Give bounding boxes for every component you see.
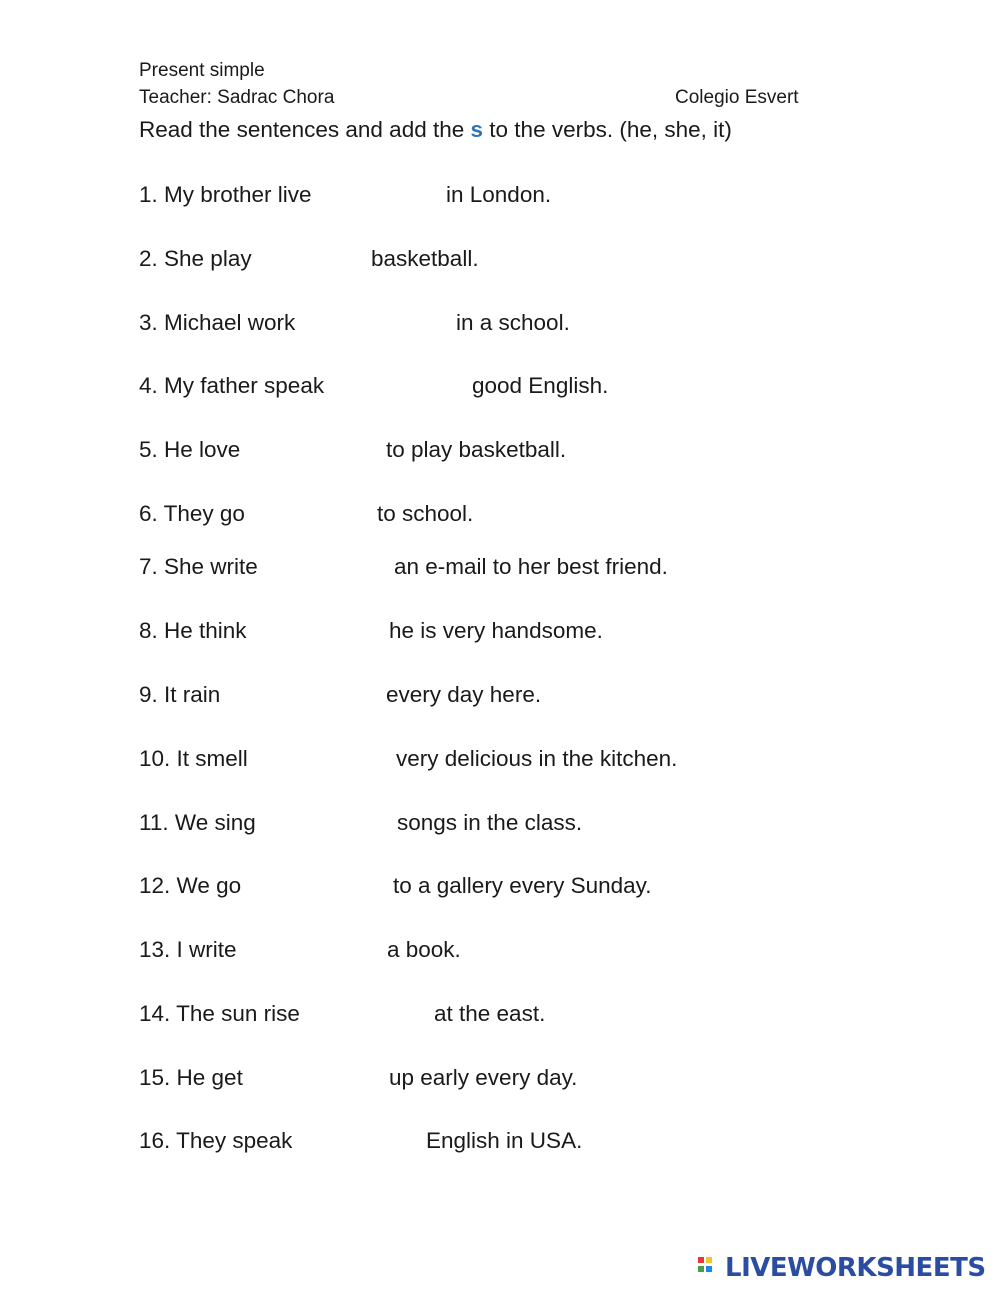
sentence-end: an e-mail to her best friend.: [394, 554, 668, 579]
answer-gap[interactable]: [269, 554, 387, 582]
answer-gap[interactable]: [261, 746, 389, 774]
sentence-end: a book.: [387, 937, 461, 962]
sentence-line: [139, 554, 668, 580]
logo-block-l: [698, 1257, 704, 1263]
sentence-line: [139, 682, 542, 708]
worksheet-subject: Present simple: [139, 60, 265, 81]
sentence-end: to play basketball.: [386, 437, 567, 462]
instruction-text-after: to the verbs. (he, she, it): [483, 117, 732, 142]
answer-gap[interactable]: [249, 437, 379, 465]
sentence-start: 10. It smell: [139, 746, 248, 771]
answer-gap[interactable]: [261, 618, 383, 646]
worksheet-teacher: Teacher: Sadrac Chora: [139, 87, 335, 108]
answer-gap[interactable]: [304, 1128, 419, 1156]
answer-gap[interactable]: [253, 1065, 383, 1093]
sentence-line: [139, 1065, 578, 1091]
sentence-start: 4. My father speak: [139, 373, 325, 398]
sentence-line: [139, 1128, 583, 1154]
answer-gap[interactable]: [259, 246, 364, 274]
sentence-start: 11. We sing: [139, 810, 256, 835]
sentence-line: [139, 937, 461, 963]
sentence-start: 13. I write: [139, 937, 237, 962]
sentence-line: [139, 873, 652, 899]
instruction-highlight-s: s: [470, 117, 484, 142]
sentence-line: [139, 618, 603, 644]
sentence-line: [139, 182, 552, 208]
answer-gap[interactable]: [344, 373, 464, 401]
sentence-line: [139, 373, 609, 399]
sentence-start: 2. She play: [139, 246, 252, 271]
sentence-end: very delicious in the kitchen.: [396, 746, 678, 771]
sentence-line: [139, 1001, 546, 1027]
answer-gap[interactable]: [251, 873, 386, 901]
sentence-end: every day here.: [386, 682, 542, 707]
sentence-end: to a gallery every Sunday.: [393, 873, 652, 898]
sentence-end: in a school.: [456, 310, 570, 335]
sentence-start: 15. He get: [139, 1065, 243, 1090]
sentence-end: to school.: [377, 501, 474, 526]
sentence-start: 3. Michael work: [139, 310, 296, 335]
sentence-end: good English.: [472, 373, 609, 398]
sentence-line: [139, 810, 583, 836]
answer-gap[interactable]: [269, 810, 389, 838]
sentence-end: basketball.: [371, 246, 479, 271]
sentence-start: 1. My brother live: [139, 182, 312, 207]
logo-block-e: [706, 1266, 712, 1272]
sentence-end: up early every day.: [389, 1065, 578, 1090]
sentence-start: 14. The sun rise: [139, 1001, 300, 1026]
sentence-end: he is very handsome.: [389, 618, 603, 643]
sentence-line: [139, 310, 570, 336]
answer-gap[interactable]: [314, 310, 449, 338]
worksheet-instructions: [139, 117, 732, 143]
sentence-end: songs in the class.: [397, 810, 583, 835]
answer-gap[interactable]: [251, 937, 381, 965]
logo-blocks-icon: [698, 1257, 720, 1281]
sentence-start: 16. They speak: [139, 1128, 293, 1153]
sentence-line: [139, 437, 567, 463]
instruction-text-before: Read the sentences and add the: [139, 117, 471, 142]
sentence-line: [139, 501, 474, 527]
logo-block-v: [698, 1266, 704, 1272]
sentence-start: 8. He think: [139, 618, 247, 643]
answer-gap[interactable]: [234, 682, 379, 710]
sentence-start: 9. It rain: [139, 682, 221, 707]
logo-text: LIVEWORKSHEETS: [725, 1253, 986, 1283]
sentence-start: 6. They go: [139, 501, 245, 526]
sentence-start: 5. He love: [139, 437, 241, 462]
logo-block-i: [706, 1257, 712, 1263]
worksheet-school: Colegio Esvert: [675, 87, 799, 108]
sentence-end: at the east.: [434, 1001, 546, 1026]
sentence-start: 7. She write: [139, 554, 258, 579]
sentence-end: in London.: [446, 182, 552, 207]
answer-gap[interactable]: [311, 1001, 428, 1029]
sentence-start: 12. We go: [139, 873, 242, 898]
answer-gap[interactable]: [254, 501, 369, 529]
sentence-line: [139, 746, 678, 772]
sentence-line: [139, 246, 479, 272]
answer-gap[interactable]: [334, 182, 439, 210]
sentence-end: English in USA.: [426, 1128, 583, 1153]
